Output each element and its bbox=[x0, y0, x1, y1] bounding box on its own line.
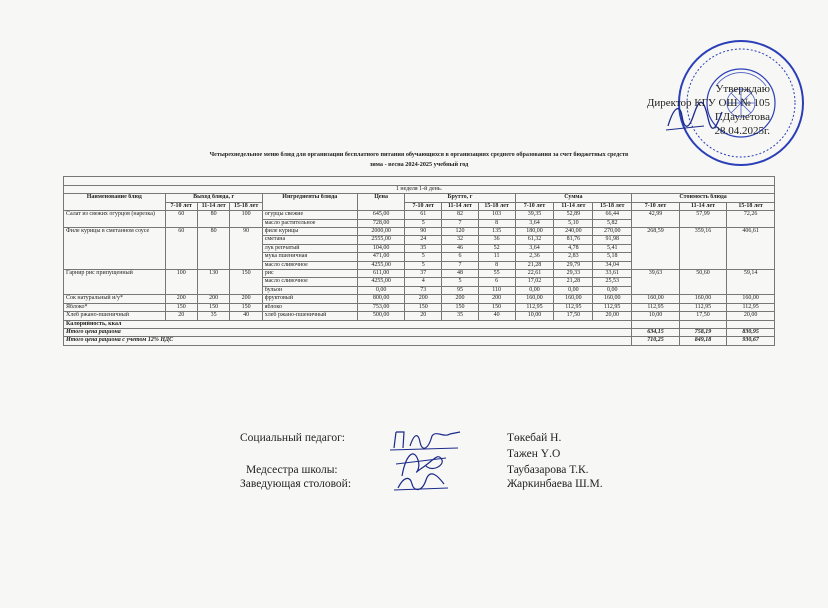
sum-cell: 17,50 bbox=[554, 312, 593, 320]
sum-cell: 33,61 bbox=[593, 270, 632, 278]
dish-cost-cell: 10,00 bbox=[632, 312, 680, 320]
gross-cell: 90 bbox=[405, 228, 442, 236]
menu-sheet bbox=[63, 150, 775, 346]
gross-cell: 35 bbox=[442, 312, 479, 320]
sum-cell: 5,82 bbox=[593, 219, 632, 227]
gross-cell: 55 bbox=[478, 270, 515, 278]
dish-cost-cell: 112,95 bbox=[679, 303, 727, 311]
sum-cell: 5,41 bbox=[593, 244, 632, 252]
yield-cell: 200 bbox=[165, 295, 197, 303]
sum-cell: 34,04 bbox=[593, 261, 632, 269]
sum-cell: 2,36 bbox=[515, 253, 554, 261]
yield-cell: 150 bbox=[165, 303, 197, 311]
header-age: 11-14 лет bbox=[679, 202, 727, 210]
sum-cell: 0,00 bbox=[593, 286, 632, 294]
dish-cost-cell: 57,99 bbox=[679, 211, 727, 228]
gross-cell: 7 bbox=[442, 261, 479, 269]
sum-cell: 91,98 bbox=[593, 236, 632, 244]
header-price: Цена bbox=[357, 194, 405, 211]
gross-cell: 32 bbox=[442, 236, 479, 244]
sum-cell: 5,10 bbox=[554, 219, 593, 227]
header-age: 11-14 лет bbox=[197, 202, 229, 210]
gross-cell: 8 bbox=[478, 261, 515, 269]
approval-block bbox=[640, 82, 770, 138]
price-cell: 2555,00 bbox=[357, 236, 405, 244]
signature-name: Жаркинбаева Ш.М. bbox=[507, 478, 603, 490]
price-cell: 4255,00 bbox=[357, 278, 405, 286]
header-age: 11-14 лет bbox=[554, 202, 593, 210]
gross-cell: 5 bbox=[405, 253, 442, 261]
header-age: 7-10 лет bbox=[632, 202, 680, 210]
sum-cell: 4,78 bbox=[554, 244, 593, 252]
gross-cell: 73 bbox=[405, 286, 442, 294]
total-label: Итого цена рациона bbox=[64, 328, 632, 336]
sum-cell: 180,00 bbox=[515, 228, 554, 236]
yield-cell: 150 bbox=[230, 270, 262, 295]
gross-cell: 11 bbox=[478, 253, 515, 261]
ingredient-cell: масло сливочное bbox=[262, 278, 357, 286]
price-cell: 471,00 bbox=[357, 253, 405, 261]
signature-name: Төкебай Н. bbox=[507, 432, 562, 444]
gross-cell: 4 bbox=[405, 278, 442, 286]
header-yield: Выход блюда, г bbox=[165, 194, 262, 202]
gross-cell: 103 bbox=[478, 211, 515, 219]
price-cell: 104,00 bbox=[357, 244, 405, 252]
dish-cost-cell: 50,60 bbox=[679, 270, 727, 295]
sum-cell: 25,53 bbox=[593, 278, 632, 286]
sum-cell: 0,00 bbox=[554, 286, 593, 294]
table-row bbox=[64, 211, 775, 219]
yield-cell: 150 bbox=[197, 303, 229, 311]
gross-cell: 110 bbox=[478, 286, 515, 294]
yield-cell: 80 bbox=[197, 228, 229, 270]
sum-cell: 29,79 bbox=[554, 261, 593, 269]
header-sum: Сумма bbox=[515, 194, 632, 202]
header-age: 11-14 лет bbox=[442, 202, 479, 210]
gross-cell: 8 bbox=[478, 219, 515, 227]
dish-name-cell: Сок натуральный и/у* bbox=[64, 295, 166, 303]
sum-cell: 160,00 bbox=[593, 295, 632, 303]
sum-cell: 270,00 bbox=[593, 228, 632, 236]
sum-cell: 112,95 bbox=[593, 303, 632, 311]
dish-cost-cell: 39,63 bbox=[632, 270, 680, 295]
gross-cell: 40 bbox=[478, 312, 515, 320]
sum-cell: 29,33 bbox=[554, 270, 593, 278]
dish-name-cell: Яблоко* bbox=[64, 303, 166, 311]
price-cell: 500,00 bbox=[357, 312, 405, 320]
price-cell: 728,00 bbox=[357, 219, 405, 227]
signature-role: Заведующая столовой: bbox=[240, 478, 352, 490]
price-cell: 4255,00 bbox=[357, 261, 405, 269]
ingredient-cell: мука пшеничная bbox=[262, 253, 357, 261]
gross-cell: 61 bbox=[405, 211, 442, 219]
price-cell: 611,00 bbox=[357, 270, 405, 278]
total-value-cell: 634,15 bbox=[632, 328, 680, 336]
yield-cell: 90 bbox=[230, 228, 262, 270]
ingredient-cell: масло сливочное bbox=[262, 261, 357, 269]
sum-cell: 112,95 bbox=[554, 303, 593, 311]
document-subtitle: зима - весна 2024-2025 учебный год bbox=[369, 161, 469, 168]
dish-cost-cell: 406,61 bbox=[727, 228, 775, 270]
yield-cell: 35 bbox=[197, 312, 229, 320]
header-age: 7-10 лет bbox=[405, 202, 442, 210]
sum-cell: 0,00 bbox=[515, 286, 554, 294]
signatures-block bbox=[0, 428, 828, 508]
signature-name: Тажен Ү.О bbox=[507, 448, 561, 460]
header-age: 15-18 лет bbox=[478, 202, 515, 210]
gross-cell: 7 bbox=[442, 219, 479, 227]
yield-cell: 150 bbox=[230, 303, 262, 311]
total-row bbox=[64, 337, 775, 345]
yield-cell: 60 bbox=[165, 228, 197, 270]
sum-cell: 240,00 bbox=[554, 228, 593, 236]
calories-row bbox=[64, 320, 775, 328]
ingredient-cell: яблоко bbox=[262, 303, 357, 311]
total-value-cell: 830,95 bbox=[727, 328, 775, 336]
signature-name: Таубазарова Т.К. bbox=[507, 464, 589, 476]
dish-cost-cell: 42,99 bbox=[632, 211, 680, 228]
total-label: Итого цена рациона с учетом 12% НДС bbox=[64, 337, 632, 345]
dish-cost-cell: 59,14 bbox=[727, 270, 775, 295]
sum-cell: 21,28 bbox=[515, 261, 554, 269]
canteen-head-signature bbox=[392, 472, 452, 494]
gross-cell: 120 bbox=[442, 228, 479, 236]
table-row bbox=[64, 312, 775, 320]
price-cell: 0,00 bbox=[357, 286, 405, 294]
dish-cost-cell: 112,95 bbox=[632, 303, 680, 311]
calories-label: Калорийность, ккал bbox=[64, 320, 632, 328]
sum-cell: 81,76 bbox=[554, 236, 593, 244]
gross-cell: 150 bbox=[478, 303, 515, 311]
total-value-cell: 930,67 bbox=[727, 337, 775, 345]
dish-cost-cell: 112,95 bbox=[727, 303, 775, 311]
price-cell: 753,00 bbox=[357, 303, 405, 311]
dish-cost-cell: 17,50 bbox=[679, 312, 727, 320]
sum-cell: 52,89 bbox=[554, 211, 593, 219]
gross-cell: 46 bbox=[442, 244, 479, 252]
yield-cell: 20 bbox=[165, 312, 197, 320]
ingredient-cell: масло растительное bbox=[262, 219, 357, 227]
menu-table bbox=[63, 176, 775, 346]
dish-cost-cell: 160,00 bbox=[632, 295, 680, 303]
header-gross: Брутто, г bbox=[405, 194, 515, 202]
gross-cell: 36 bbox=[478, 236, 515, 244]
total-row bbox=[64, 328, 775, 336]
gross-cell: 35 bbox=[405, 244, 442, 252]
yield-cell: 130 bbox=[197, 270, 229, 295]
ingredient-cell: огурцы свежие bbox=[262, 211, 357, 219]
sum-cell: 160,00 bbox=[554, 295, 593, 303]
gross-cell: 200 bbox=[442, 295, 479, 303]
gross-cell: 135 bbox=[478, 228, 515, 236]
header-age: 7-10 лет bbox=[165, 202, 197, 210]
sum-cell: 39,35 bbox=[515, 211, 554, 219]
gross-cell: 20 bbox=[405, 312, 442, 320]
signature-role: Медсестра школы: bbox=[246, 464, 338, 476]
sum-cell: 17,02 bbox=[515, 278, 554, 286]
dish-cost-cell: 268,59 bbox=[632, 228, 680, 270]
ingredient-cell: хлеб ржано-пшеничный bbox=[262, 312, 357, 320]
gross-cell: 6 bbox=[442, 253, 479, 261]
sum-cell: 21,28 bbox=[554, 278, 593, 286]
sum-cell: 10,00 bbox=[515, 312, 554, 320]
gross-cell: 82 bbox=[442, 211, 479, 219]
gross-cell: 5 bbox=[405, 261, 442, 269]
price-cell: 2000,00 bbox=[357, 228, 405, 236]
header-cost: Стоимость блюда bbox=[632, 194, 775, 202]
header-age: 7-10 лет bbox=[515, 202, 554, 210]
sum-cell: 66,44 bbox=[593, 211, 632, 219]
sum-cell: 61,32 bbox=[515, 236, 554, 244]
yield-cell: 40 bbox=[230, 312, 262, 320]
gross-cell: 24 bbox=[405, 236, 442, 244]
yield-cell: 200 bbox=[230, 295, 262, 303]
dish-name-cell: Салат из свежих огурцов (нарезка) bbox=[64, 211, 166, 228]
gross-cell: 37 bbox=[405, 270, 442, 278]
table-row bbox=[64, 295, 775, 303]
sum-cell: 3,64 bbox=[515, 219, 554, 227]
dish-cost-cell: 160,00 bbox=[679, 295, 727, 303]
dish-name-cell: Хлеб ржано-пшеничный bbox=[64, 312, 166, 320]
total-value-cell: 758,19 bbox=[679, 328, 727, 336]
approval-line-3: Г.Даулетова bbox=[714, 111, 770, 123]
document-title: Четырехнедельное меню блюд для организации бесплатного питания обучающихся в организациях среднего образования за счет бюджетных средств bbox=[209, 151, 629, 158]
gross-cell: 5 bbox=[405, 219, 442, 227]
gross-cell: 95 bbox=[442, 286, 479, 294]
approval-line-4: 28.04.2025г. bbox=[714, 125, 770, 137]
signature-role: Социальный педагог: bbox=[240, 432, 345, 444]
table-row bbox=[64, 228, 775, 236]
approval-line-1: Утверждаю bbox=[715, 83, 770, 95]
gross-cell: 6 bbox=[478, 278, 515, 286]
yield-cell: 100 bbox=[230, 211, 262, 228]
yield-cell: 80 bbox=[197, 211, 229, 228]
header-age: 15-18 лет bbox=[593, 202, 632, 210]
table-row bbox=[64, 270, 775, 278]
sum-cell: 3,64 bbox=[515, 244, 554, 252]
approval-line-2: Директор КГУ ОШ № 105 bbox=[646, 97, 770, 109]
gross-cell: 200 bbox=[405, 295, 442, 303]
gross-cell: 5 bbox=[442, 278, 479, 286]
ingredient-cell: фруктовый bbox=[262, 295, 357, 303]
ingredient-cell: сметана bbox=[262, 236, 357, 244]
total-value-cell: 710,25 bbox=[632, 337, 680, 345]
price-cell: 645,00 bbox=[357, 211, 405, 219]
gross-cell: 52 bbox=[478, 244, 515, 252]
header-dish: Наименование блюд bbox=[64, 194, 166, 211]
yield-cell: 60 bbox=[165, 211, 197, 228]
yield-cell: 100 bbox=[165, 270, 197, 295]
ingredient-cell: лук репчатый bbox=[262, 244, 357, 252]
sum-cell: 160,00 bbox=[515, 295, 554, 303]
dish-name-cell: Гарнир рис припущенный bbox=[64, 270, 166, 295]
dish-name-cell: Филе курицы в сметанном соусе bbox=[64, 228, 166, 270]
dish-cost-cell: 160,00 bbox=[727, 295, 775, 303]
gross-cell: 200 bbox=[478, 295, 515, 303]
sum-cell: 22,61 bbox=[515, 270, 554, 278]
header-ingredients: Ингредиенты блюда bbox=[262, 194, 357, 211]
ingredient-cell: рис bbox=[262, 270, 357, 278]
sum-cell: 2,83 bbox=[554, 253, 593, 261]
header-age: 15-18 лет bbox=[230, 202, 262, 210]
sum-cell: 5,18 bbox=[593, 253, 632, 261]
table-row bbox=[64, 303, 775, 311]
sum-cell: 112,95 bbox=[515, 303, 554, 311]
gross-cell: 150 bbox=[442, 303, 479, 311]
ingredient-cell: филе курицы bbox=[262, 228, 357, 236]
dish-cost-cell: 359,16 bbox=[679, 228, 727, 270]
header-age: 15-18 лет bbox=[727, 202, 775, 210]
dish-cost-cell: 20,00 bbox=[727, 312, 775, 320]
total-value-cell: 849,18 bbox=[679, 337, 727, 345]
yield-cell: 200 bbox=[197, 295, 229, 303]
ingredient-cell: бульон bbox=[262, 286, 357, 294]
gross-cell: 150 bbox=[405, 303, 442, 311]
dish-cost-cell: 72,26 bbox=[727, 211, 775, 228]
gross-cell: 48 bbox=[442, 270, 479, 278]
sum-cell: 20,00 bbox=[593, 312, 632, 320]
week-day-label: 1 неделя 1-й день. bbox=[64, 186, 775, 194]
price-cell: 800,00 bbox=[357, 295, 405, 303]
